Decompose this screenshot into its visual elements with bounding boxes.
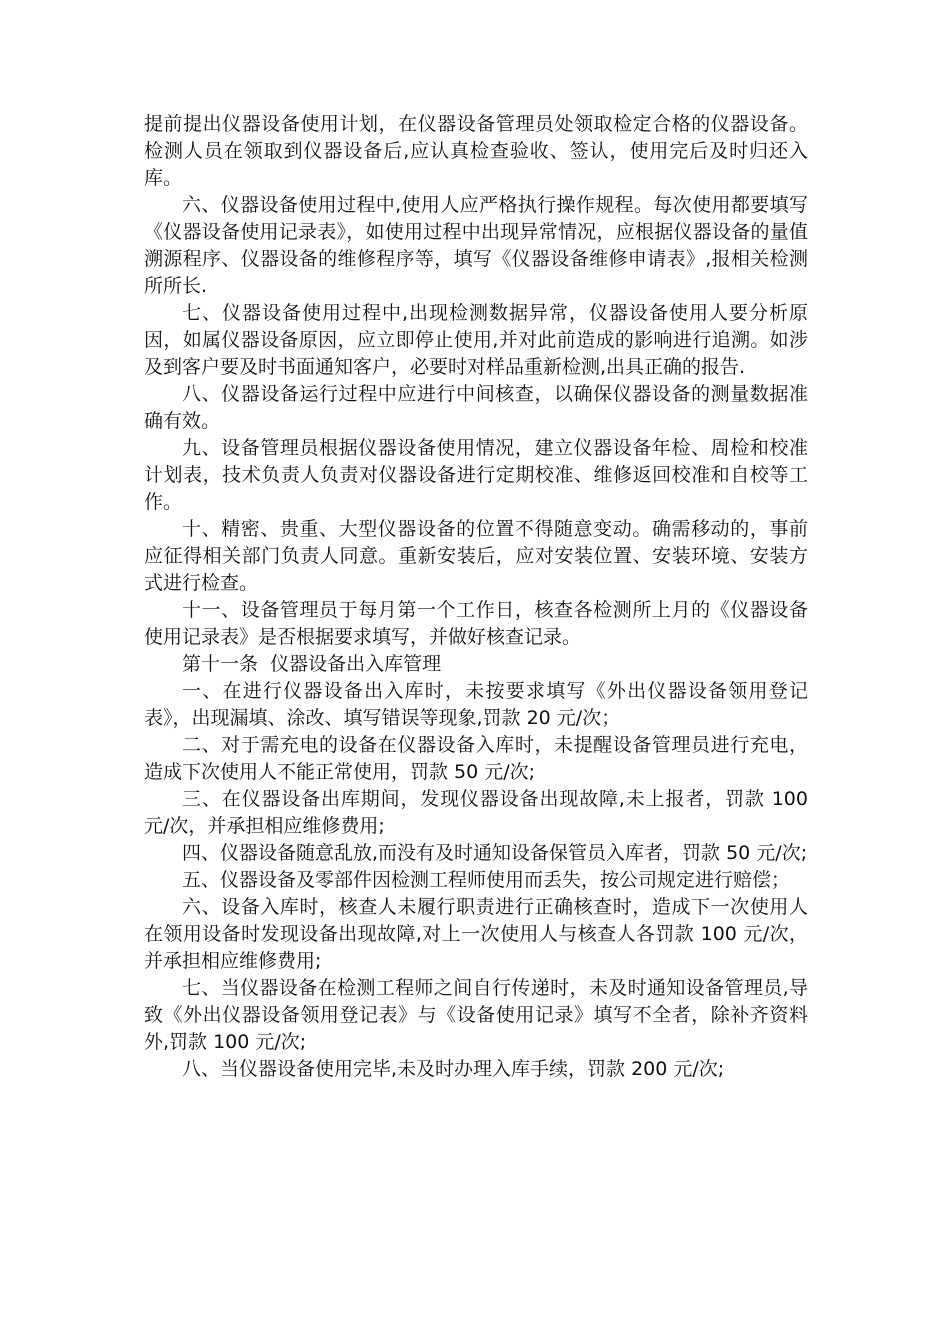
rule-item-8: 八、当仪器设备使用完毕,未及时办理入库手续，罚款 200 元/次; — [182, 1058, 725, 1080]
rule-item-7: 七、当仪器设备在检测工程师之间自行传递时，未及时通知设备管理员,导致《外出仪器设备领用登记表》与《设备使用记录》填写不全者，除补齐资料外,罚款 100 元/次; — [144, 977, 808, 1053]
paragraph-item-8: 八、仪器设备运行过程中应进行中间核查，以确保仪器设备的测量数据准确有效。 — [144, 383, 808, 432]
rule-item-5: 五、仪器设备及零部件因检测工程师使用而丢失，按公司规定进行赔偿； — [182, 869, 791, 891]
rule-item-1: 一、在进行仪器设备出入库时，未按要求填写《外出仪器设备领用登记表》，出现漏填、涂改、填写错误等现象,罚款 20 元/次； — [144, 680, 808, 729]
rule-item-6: 六、设备入库时，核查人未履行职责进行正确核查时，造成下一次使用人在领用设备时发现设备出现故障,对上一次使用人与核查人各罚款 100 元/次，并承担相应维修费用; — [144, 896, 808, 972]
paragraph-item-10: 十、精密、贵重、大型仪器设备的位置不得随意变动。确需移动的，事前应征得相关部门负责人同意。重新安装后，应对安装位置、安装环境、安装方式进行检查。 — [144, 518, 808, 594]
rule-item-2: 二、对于需充电的设备在仪器设备入库时，未提醒设备管理员进行充电，造成下次使用人不能正常使用，罚款 50 元/次; — [144, 734, 808, 783]
rule-item-3: 三、在仪器设备出库期间，发现仪器设备出现故障,未上报者，罚款 100 元/次，并承担相应维修费用; — [144, 788, 808, 837]
paragraph-item-9: 九、设备管理员根据仪器设备使用情况，建立仪器设备年检、周检和校准计划表，技术负责人负责对仪器设备进行定期校准、维修返回校准和自校等工作。 — [144, 437, 808, 513]
paragraph-item-6: 六、仪器设备使用过程中,使用人应严格执行操作规程。每次使用都要填写《仪器设备使用记录表》，如使用过程中出现异常情况，应根据仪器设备的量值溯源程序、仪器设备的维修程序等，填写《仪器设备维修申请表》,报相关检测所所长. — [144, 194, 808, 297]
paragraph-item-7: 七、仪器设备使用过程中,出现检测数据异常，仪器设备使用人要分析原因，如属仪器设备原因，应立即停止使用,并对此前造成的影响进行追溯。如涉及到客户要及时书面通知客户，必要时对样品重新检测,出具正确的报告. — [144, 302, 808, 378]
section-heading: 第十一条 仪器设备出入库管理 — [182, 653, 442, 675]
rule-item-4: 四、仪器设备随意乱放,而没有及时通知设备保管员入库者，罚款 50 元/次; — [182, 842, 808, 864]
document-body — [144, 111, 808, 1083]
paragraph-item-11: 十一、设备管理员于每月第一个工作日，核查各检测所上月的《仪器设备使用记录表》是否根据要求填写，并做好核查记录。 — [144, 599, 808, 648]
paragraph-continuation: 提前提出仪器设备使用计划，在仪器设备管理员处领取检定合格的仪器设备。检测人员在领取到仪器设备后,应认真检查验收、签认，使用完后及时归还入库。 — [144, 113, 808, 189]
